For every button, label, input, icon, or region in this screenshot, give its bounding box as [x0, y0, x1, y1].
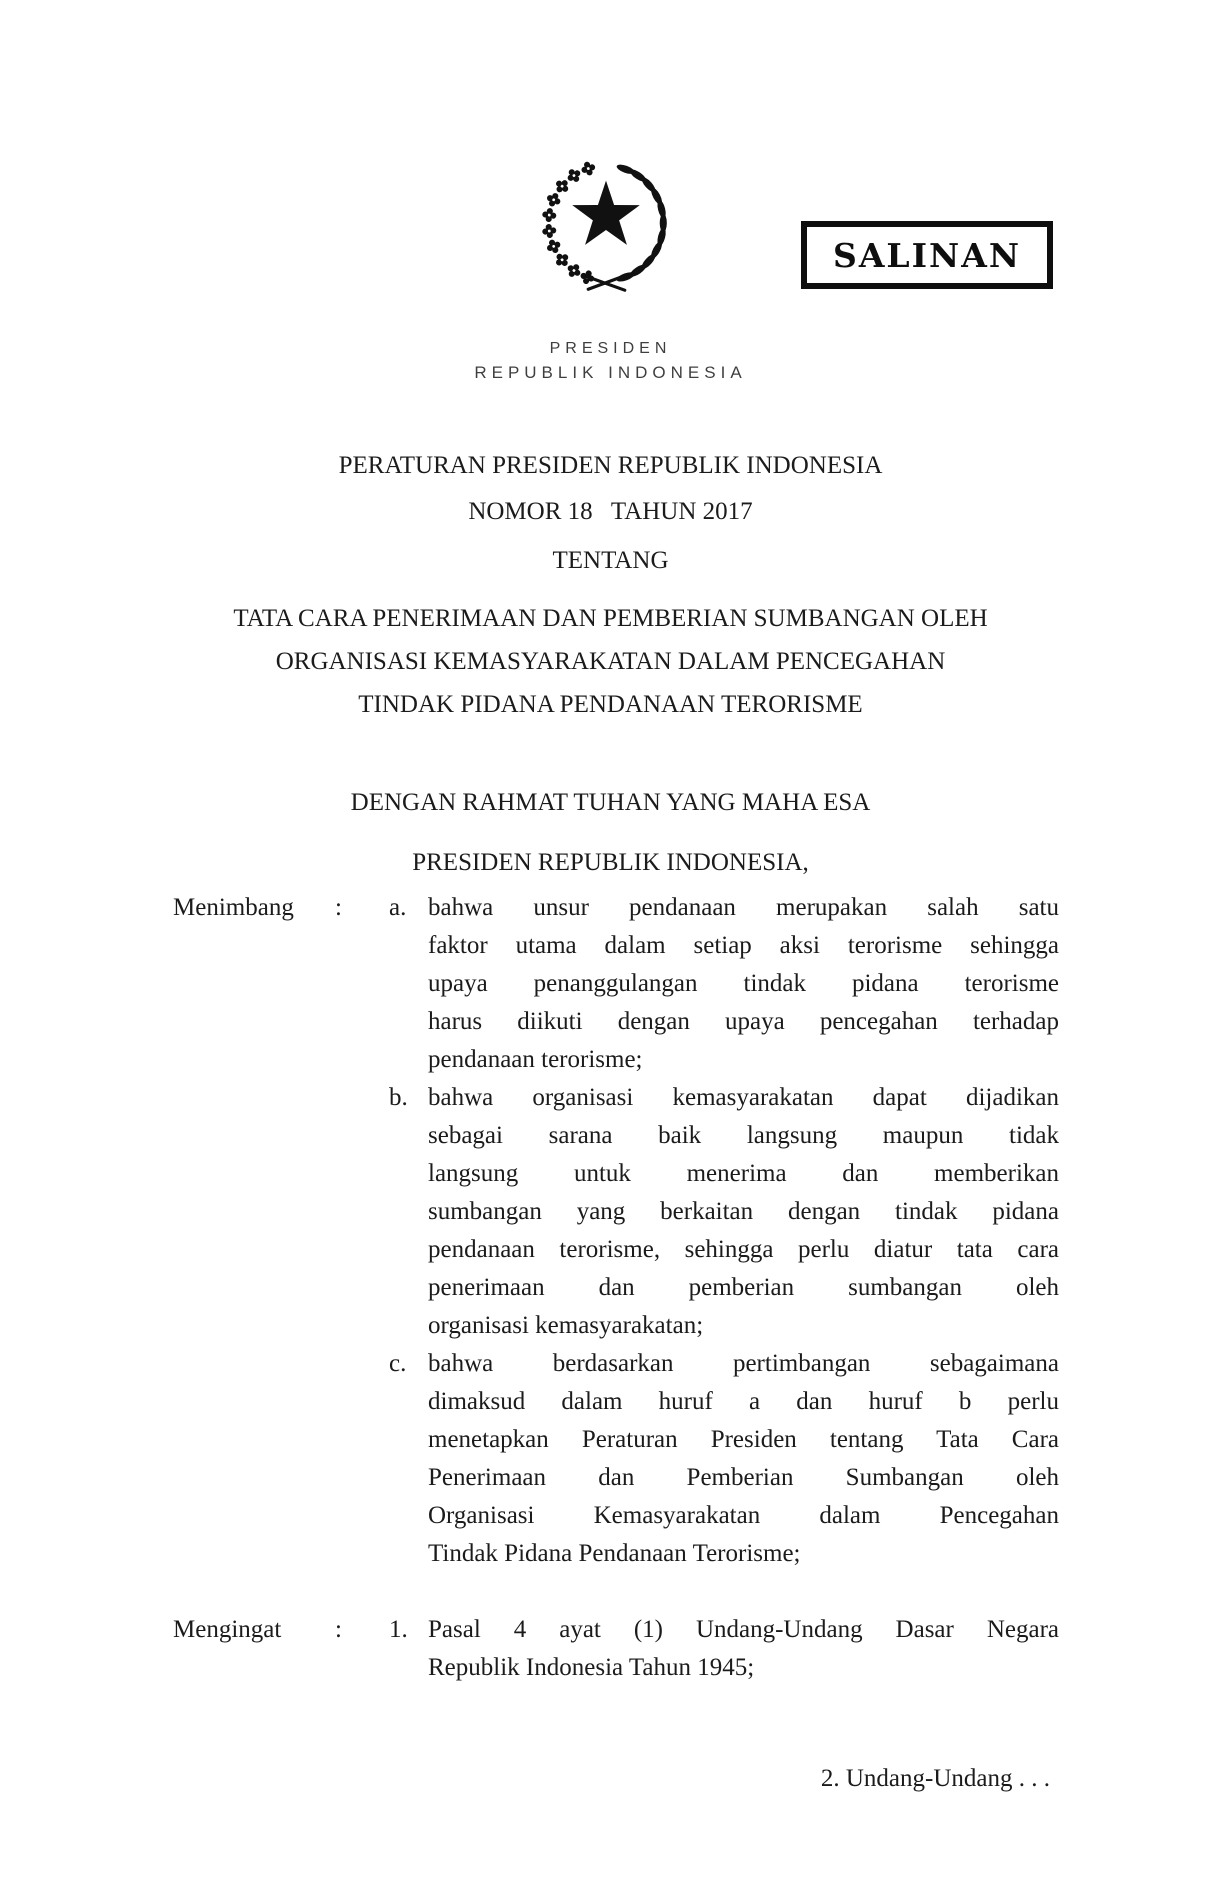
page-catchword: 2. Undang-Undang . . . — [820, 1765, 1050, 1792]
item-text — [428, 1345, 1059, 1573]
laurel-branch-right — [616, 163, 668, 284]
item-text — [428, 1611, 1059, 1687]
legal-basis-item-1 — [389, 1611, 1059, 1687]
considerations-section — [173, 889, 1059, 1573]
paragraph-line: langsung untuk menerima dan memberikan — [428, 1160, 1059, 1187]
paragraph-line: menetapkan Peraturan Presiden tentang Tata Cara — [428, 1426, 1059, 1453]
paragraph-line: bahwa unsur pendanaan merupakan salah satu — [428, 894, 1059, 921]
letterhead-republik-indonesia: REPUBLIK INDONESIA — [474, 363, 747, 382]
considerations-colon: : — [335, 894, 342, 921]
considerations-items — [389, 889, 1059, 1573]
paragraph-line: bahwa berdasarkan pertimbangan sebagaimana — [428, 1350, 1059, 1377]
paragraph-line: Pasal 4 ayat (1) Undang-Undang Dasar Negara — [428, 1616, 1059, 1643]
subject-line-2: ORGANISASI KEMASYARAKATAN DALAM PENCEGAHAN — [275, 648, 946, 675]
item-marker: c. — [389, 1350, 407, 1377]
paragraph-line: sebagai sarana baik langsung maupun tidak — [428, 1122, 1059, 1149]
legal-basis-colon: : — [335, 1616, 342, 1643]
paragraph-line: penerimaan dan pemberian sumbangan oleh — [428, 1274, 1059, 1301]
paragraph-line: upaya penanggulangan tindak pidana terorisme — [428, 970, 1059, 997]
legal-basis-label: Mengingat — [173, 1616, 282, 1643]
paragraph-line: Tindak Pidana Pendanaan Terorisme; — [428, 1540, 801, 1567]
paragraph-line: dimaksud dalam huruf a dan huruf b perlu — [428, 1388, 1059, 1415]
paragraph-line: Organisasi Kemasyarakatan dalam Pencegahan — [428, 1502, 1059, 1529]
item-text — [428, 1079, 1059, 1345]
blossom-branch-left — [541, 160, 597, 286]
regulation-number: NOMOR 18 TAHUN 2017 — [468, 498, 753, 525]
paragraph-line: pendanaan terorisme; — [428, 1046, 643, 1073]
legal-basis-items — [389, 1611, 1059, 1687]
item-marker: b. — [389, 1084, 408, 1111]
paragraph-line: organisasi kemasyarakatan; — [428, 1312, 704, 1339]
salinan-stamp-label: SALINAN — [832, 235, 1021, 275]
paragraph-line: Penerimaan dan Pemberian Sumbangan oleh — [428, 1464, 1059, 1491]
item-marker: 1. — [389, 1616, 408, 1643]
crossed-stems — [586, 275, 626, 290]
item-marker: a. — [389, 894, 407, 921]
tentang-label: TENTANG — [552, 547, 669, 574]
paragraph-line: sumbangan yang berkaitan dengan tindak pidana — [428, 1198, 1059, 1225]
paragraph-line: pendanaan terorisme, sehingga perlu diatur tata cara — [428, 1236, 1059, 1263]
consideration-item-b — [389, 1079, 1059, 1345]
item-text — [428, 889, 1059, 1079]
invocation-line: DENGAN RAHMAT TUHAN YANG MAHA ESA — [350, 789, 871, 816]
consideration-item-c — [389, 1345, 1059, 1573]
paragraph-line: harus diikuti dengan upaya pencegahan terhadap — [428, 1008, 1059, 1035]
legal-basis-section — [173, 1611, 1059, 1687]
subject-line-3: TINDAK PIDANA PENDANAAN TERORISME — [358, 691, 863, 718]
consideration-item-a — [389, 889, 1059, 1079]
regulation-title: PERATURAN PRESIDEN REPUBLIK INDONESIA — [338, 452, 883, 479]
letterhead-presiden: PRESIDEN — [549, 340, 672, 357]
subject-line-1: TATA CARA PENERIMAAN DAN PEMBERIAN SUMBANGAN OLEH — [233, 605, 988, 632]
salinan-stamp — [801, 221, 1053, 289]
regulation-subject — [0, 597, 1221, 726]
paragraph-line: bahwa organisasi kemasyarakatan dapat dijadikan — [428, 1084, 1059, 1111]
authority-line: PRESIDEN REPUBLIK INDONESIA, — [412, 849, 809, 876]
considerations-label: Menimbang — [173, 894, 294, 921]
presidential-seal-icon — [527, 150, 685, 304]
paragraph-line: Republik Indonesia Tahun 1945; — [428, 1654, 755, 1681]
star-shape — [572, 181, 640, 245]
paragraph-line: faktor utama dalam setiap aksi terorisme sehingga — [428, 932, 1059, 959]
